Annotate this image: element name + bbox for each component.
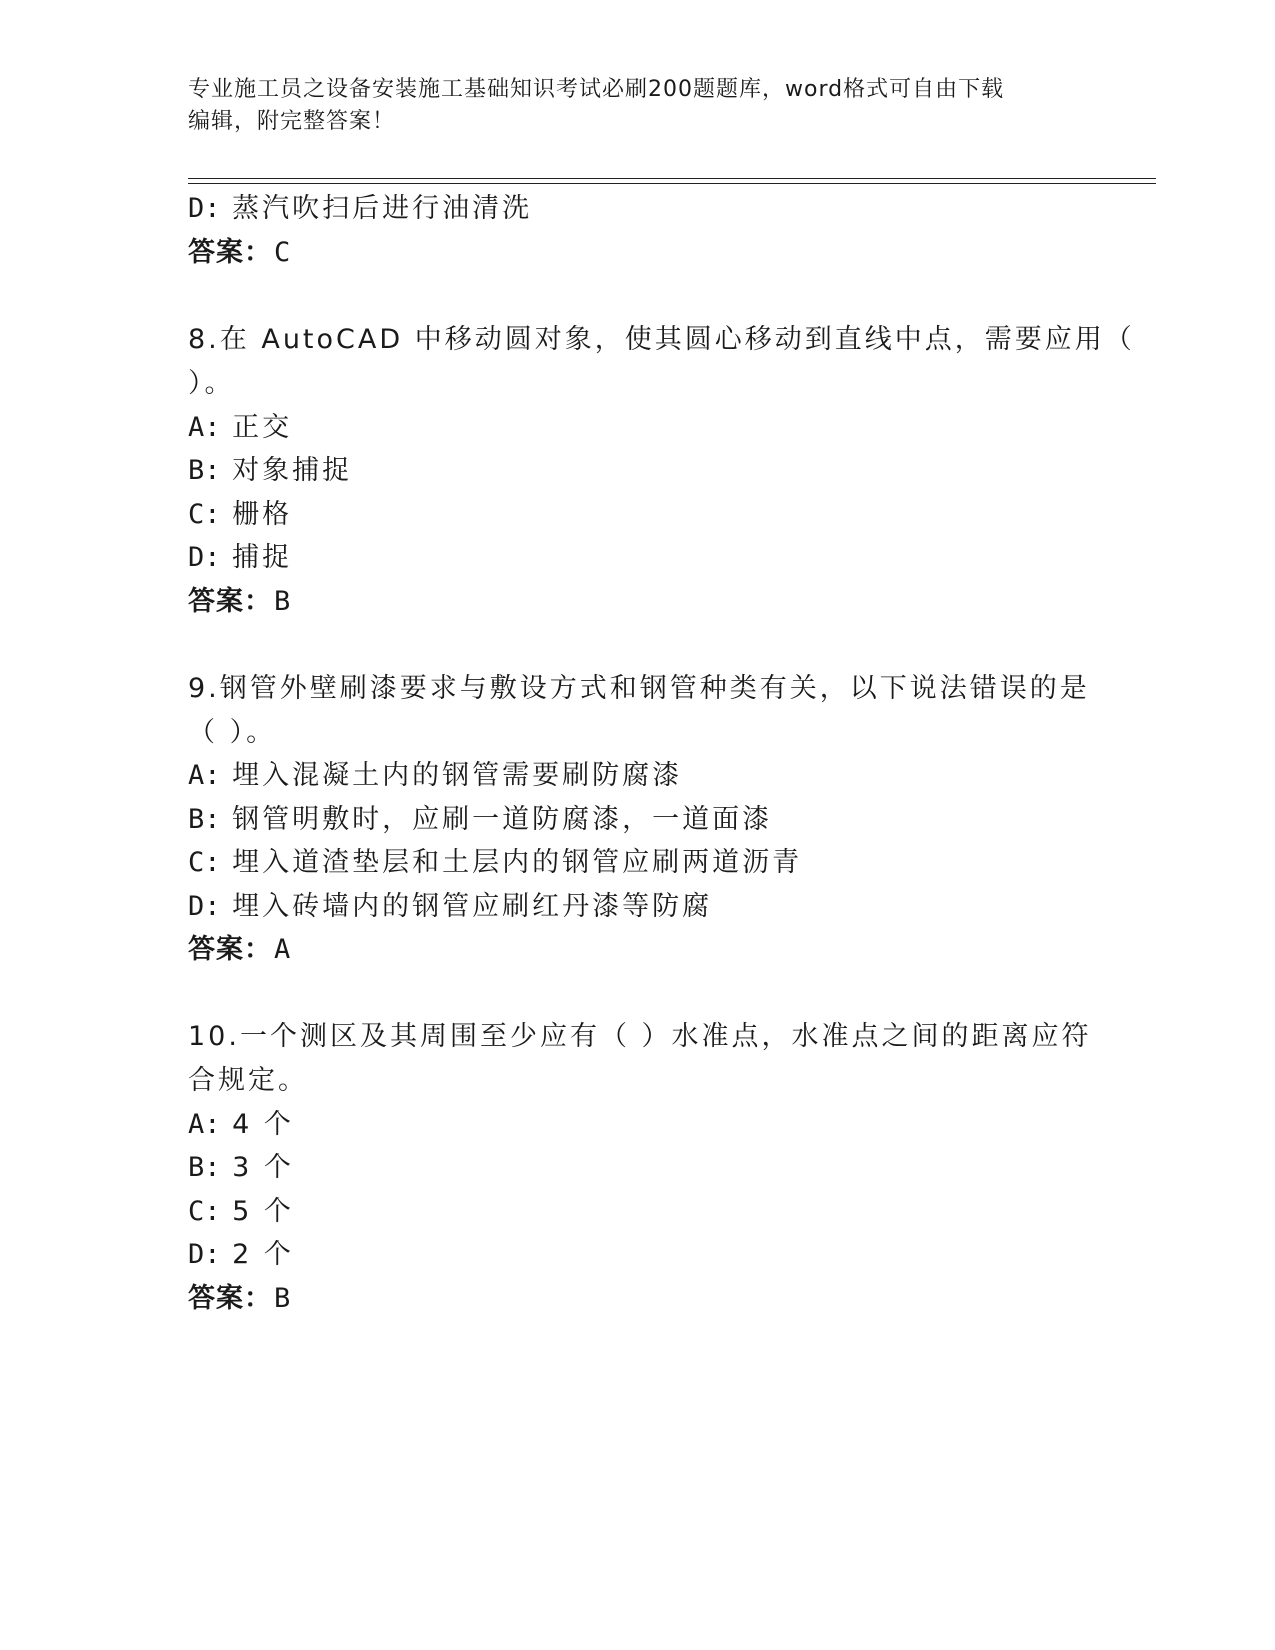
answer-value: A — [274, 934, 292, 965]
option-letter: D: — [188, 193, 221, 224]
header-title-line2: 编辑，附完整答案！ — [188, 109, 396, 134]
option-letter: A: — [188, 1109, 221, 1140]
answer-label: 答案： — [188, 237, 272, 268]
option-text: 5 个 — [232, 1196, 294, 1227]
option-letter: C: — [188, 1196, 221, 1227]
q9-option-c — [188, 846, 802, 880]
option-letter: A: — [188, 412, 221, 443]
q9-answer — [188, 933, 291, 967]
option-letter: B: — [188, 1152, 221, 1183]
q8-option-b — [188, 454, 352, 488]
q10-option-d — [188, 1238, 294, 1272]
q10-option-b — [188, 1151, 294, 1185]
option-letter: A: — [188, 760, 221, 791]
q9-option-d — [188, 890, 712, 924]
option-text: 栅格 — [232, 499, 293, 530]
option-text: 4 个 — [232, 1109, 294, 1140]
option-text: 钢管明敷时，应刷一道防腐漆，一道面漆 — [232, 804, 773, 835]
q8-stem-line1: 8.在 AutoCAD 中移动圆对象，使其圆心移动到直线中点，需要应用（ — [188, 324, 1135, 355]
answer-value: C — [274, 237, 292, 268]
q9-option-a — [188, 759, 682, 793]
answer-value: B — [274, 1283, 292, 1314]
option-text: 正交 — [232, 412, 293, 443]
option-text: 蒸汽吹扫后进行油清洗 — [232, 193, 533, 224]
option-text: 2 个 — [232, 1239, 294, 1270]
option-text: 3 个 — [232, 1152, 294, 1183]
option-letter: D: — [188, 542, 221, 573]
q10-answer — [188, 1282, 291, 1316]
q10-stem-line2: 合规定。 — [188, 1065, 308, 1096]
q10-option-a — [188, 1108, 294, 1142]
q10-option-c — [188, 1195, 294, 1229]
option-letter: B: — [188, 455, 221, 486]
option-letter: C: — [188, 847, 221, 878]
option-text: 捕捉 — [232, 542, 293, 573]
answer-value: B — [274, 586, 292, 617]
option-text: 埋入砖墙内的钢管应刷红丹漆等防腐 — [232, 891, 713, 922]
prev-answer — [188, 236, 291, 270]
option-text: 对象捕捉 — [232, 455, 353, 486]
option-letter: D: — [188, 891, 221, 922]
q9-stem-line1: 9.钢管外壁刷漆要求与敷设方式和钢管种类有关，以下说法错误的是 — [188, 673, 1090, 704]
q8-option-d — [188, 541, 292, 575]
header-divider-bottom — [188, 183, 1156, 184]
option-letter: D: — [188, 1239, 221, 1270]
q8-option-c — [188, 498, 292, 532]
answer-label: 答案： — [188, 934, 272, 965]
option-letter: C: — [188, 499, 221, 530]
header-title-line1: 专业施工员之设备安装施工基础知识考试必刷200题题库，word格式可自由下载 — [188, 77, 1005, 102]
q9-option-b — [188, 803, 772, 837]
document-header — [188, 74, 1088, 138]
option-text: 埋入道渣垫层和土层内的钢管应刷两道沥青 — [232, 847, 803, 878]
answer-label: 答案： — [188, 586, 272, 617]
q10-stem-line1: 10.一个测区及其周围至少应有（ ）水准点，水准点之间的距离应符 — [188, 1021, 1092, 1052]
q8-option-a — [188, 411, 292, 445]
q9-stem-line2: （ ）。 — [188, 717, 277, 748]
q8-answer — [188, 585, 291, 619]
option-letter: B: — [188, 804, 221, 835]
q8-stem-line2: ）。 — [188, 368, 235, 399]
answer-label: 答案： — [188, 1283, 272, 1314]
option-text: 埋入混凝土内的钢管需要刷防腐漆 — [232, 760, 683, 791]
header-divider-top — [188, 178, 1156, 179]
prev-option-d — [188, 192, 532, 226]
